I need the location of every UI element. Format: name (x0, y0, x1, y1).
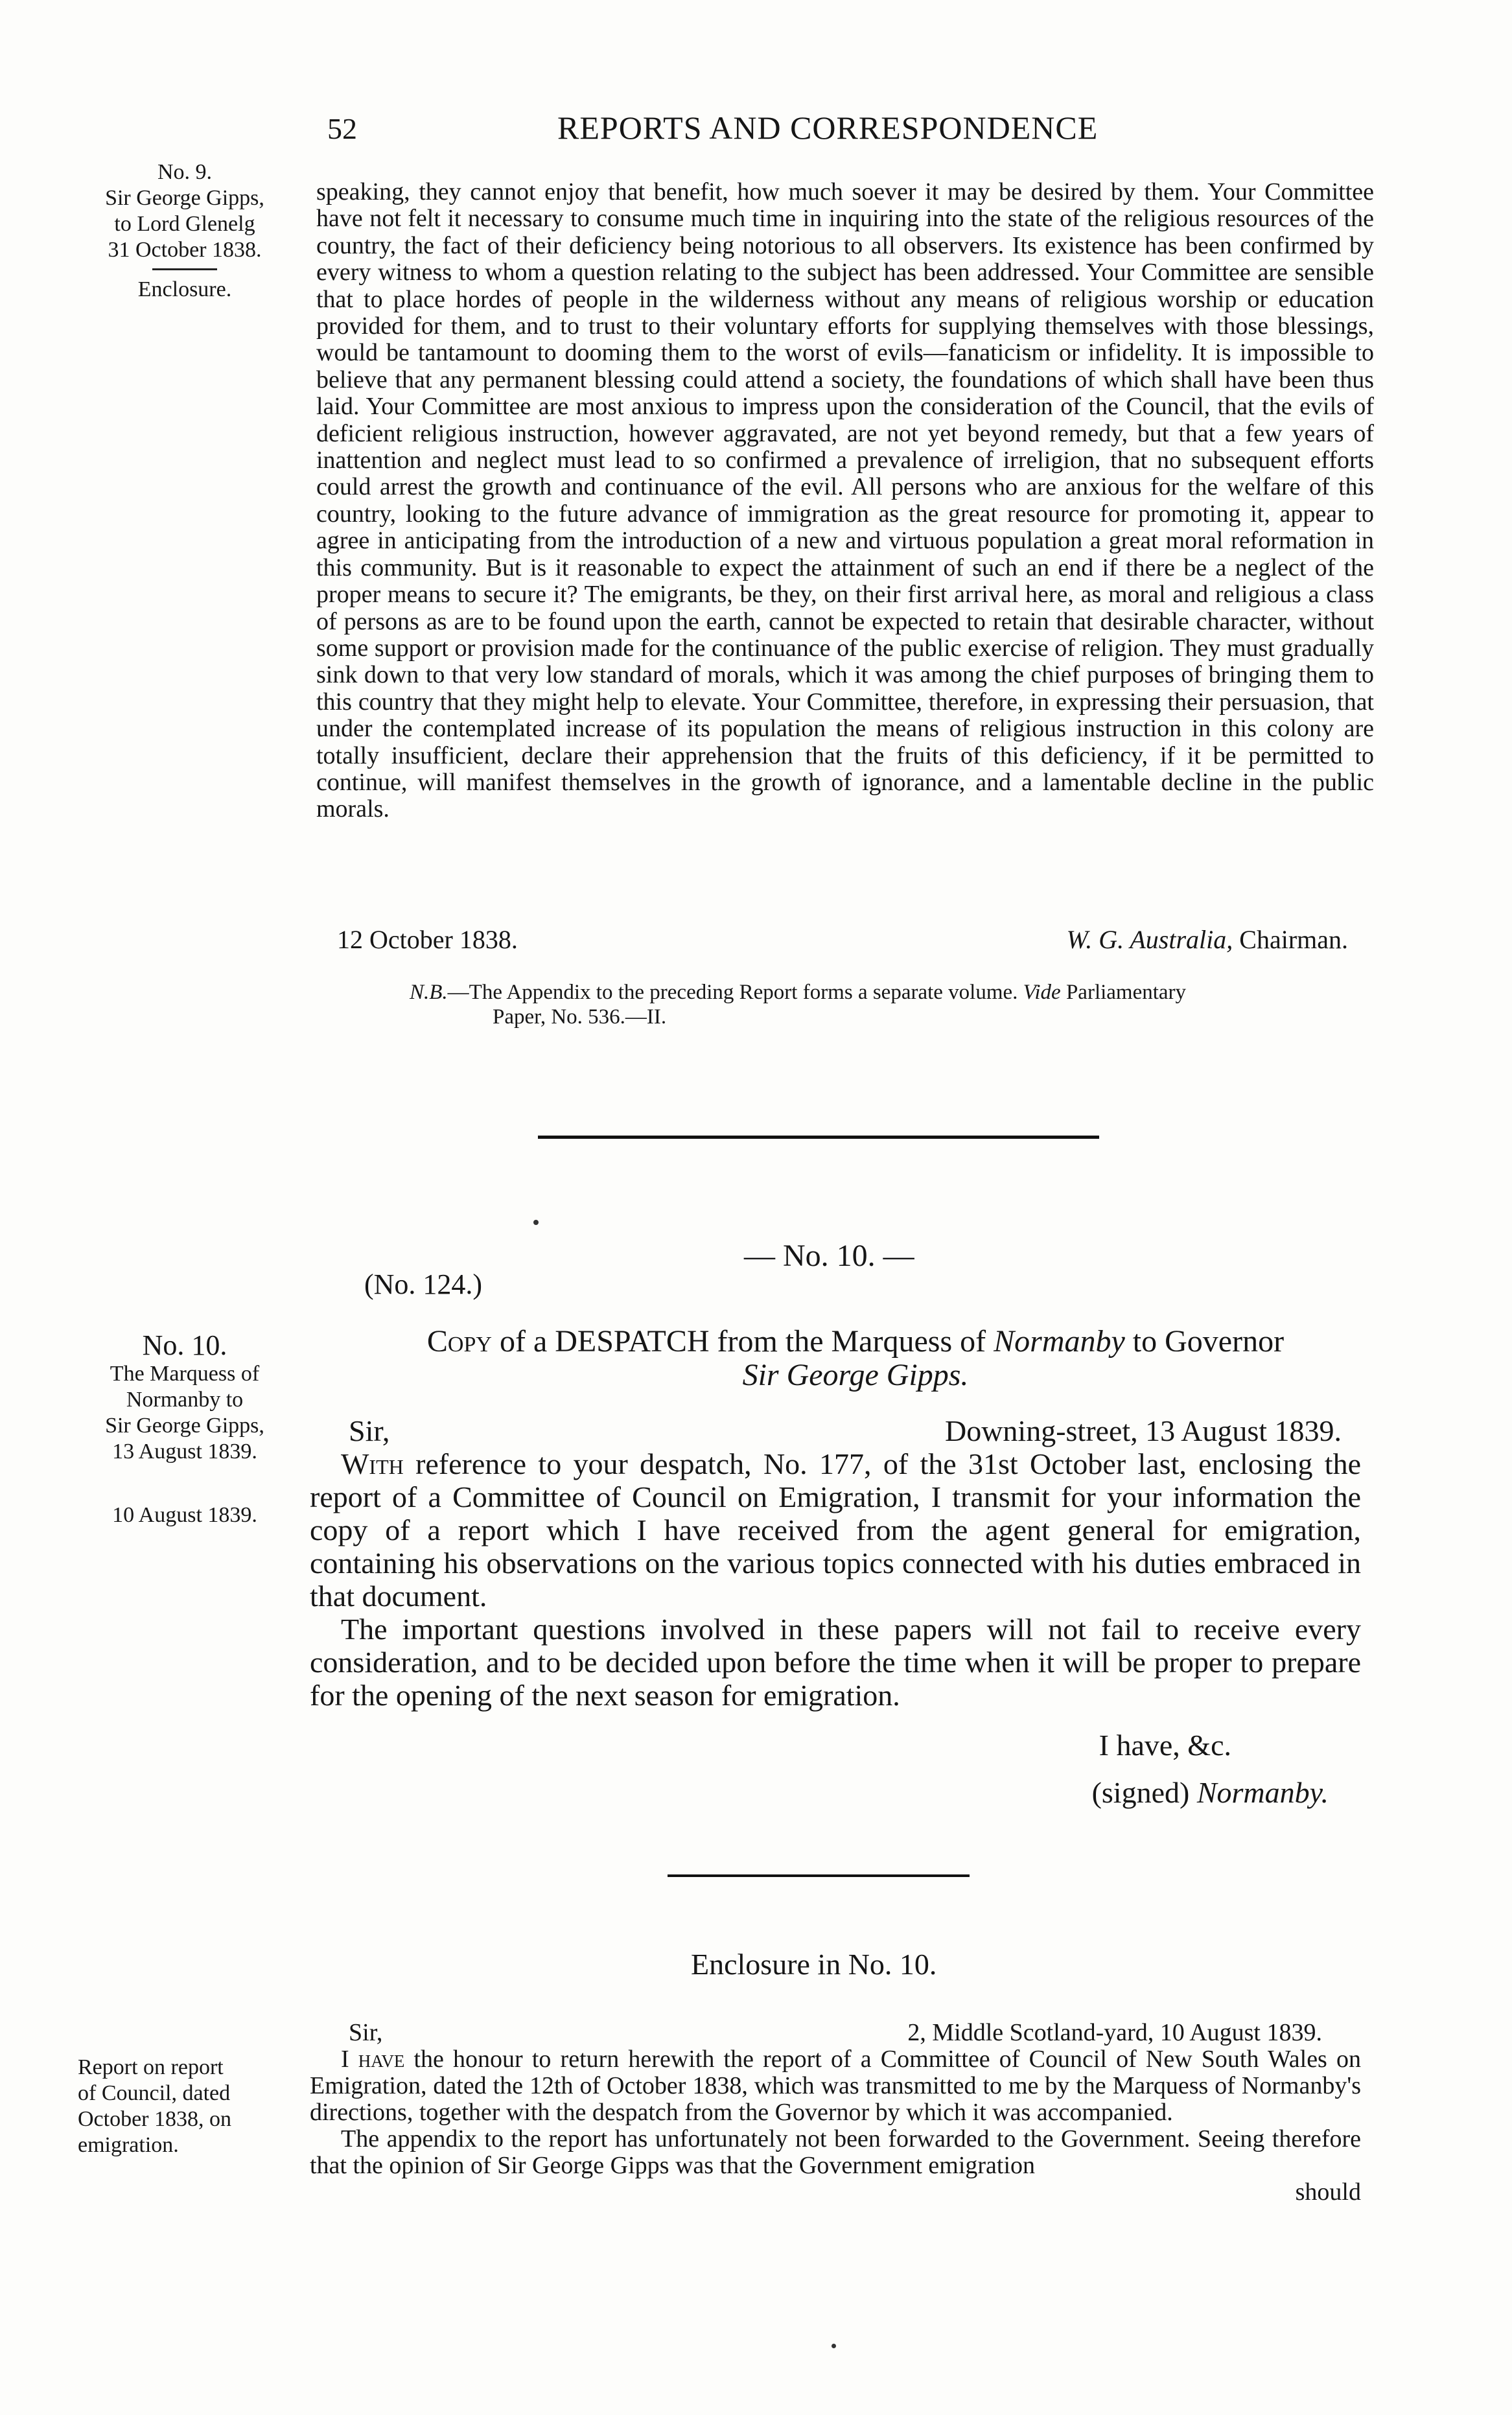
catchword: should (1295, 2178, 1361, 2206)
title-gipps: Sir George Gipps. (742, 1358, 969, 1392)
signer-title: Chairman. (1239, 925, 1348, 954)
enclosure-paragraph: The appendix to the report has unfortunately not been forwarded to the Government. Seeing therefore that the opinion of Sir George Gipps was that the Government emigration (310, 2125, 1361, 2179)
margin-note-enclosure (78, 2055, 279, 2158)
enclosure-heading: Enclosure in No. 10. (691, 1948, 937, 1981)
margin-divider (152, 268, 217, 270)
running-title: REPORTS AND CORRESPONDENCE (557, 110, 1099, 146)
speck (832, 2344, 836, 2348)
enclosure-paragraph (310, 2046, 1361, 2126)
despatch-signature (310, 1776, 1361, 1809)
despatch-body (310, 1414, 1361, 1809)
margin-note-number: No. 10. (142, 1329, 227, 1361)
enclosure-body (310, 2020, 1361, 2206)
section-number: — No. 10. — (744, 1239, 914, 1273)
section-divider (538, 1136, 1099, 1139)
page-number: 52 (327, 112, 357, 145)
signer-name: W. G. Australia, (1066, 925, 1233, 954)
report-text (316, 179, 1374, 823)
margin-note-date: 10 August 1839. (112, 1503, 257, 1527)
margin-note-line: Sir George Gipps, (105, 186, 264, 210)
nb-note (410, 980, 1382, 1029)
despatch-with: With (341, 1447, 404, 1480)
title-normanby: Normanby (994, 1324, 1125, 1359)
enclosure-address-line (310, 2020, 1361, 2046)
despatch-paragraph (310, 1447, 1361, 1613)
nb-ref-2: Paper, No. 536.—II. (493, 1005, 667, 1029)
margin-note-line: The Marquess of (110, 1362, 260, 1386)
nb-text: —The Appendix to the preceding Report forms a separate volume. (447, 981, 1018, 1004)
despatch-paragraph: The important questions involved in these papers will not fail to receive every consideration, and to be decided upon before the time when it will be proper to prepare for the opening of the next season for emigration. (310, 1613, 1361, 1712)
signed-name: Normanby. (1196, 1776, 1329, 1809)
report-paragraph: speaking, they cannot enjoy that benefit, how much soever it may be desired by them. Your Committee have not felt it necessary to consume much time in inquiring into the state of the religious resources of the country, the fact of their deficiency being notorious to all observers. Its existence has been confirmed by every witness to whom a question relating to the subject has been addressed. Your Committee are sensible that to place hordes of people in the wilderness without any means of religious worship or education provided for them, and to trust to their voluntary efforts for supplying themselves with those blessings, would be tantamount to dooming them to the worst of evils—fanaticism or infidelity. It is impossible to believe that any permanent blessing could attend a society, the foundations of which shall have been thus laid. Your Committee are most anxious to impress upon the consideration of the Council, that the evils of deficient religious instruction, however aggravated, are not yet beyond remedy, but that a few years of inattention and neglect must lead to so confirmed a prevalence of irreligion, that no subsequent efforts could arrest the growth and continuance of the evil. All persons who are anxious for the welfare of this country, looking to the future advance of immigration as the great resource for promoting it, appear to agree in anticipating from the introduction of a new and virtuous population a great moral reformation in this community. But is it reasonable to expect the attainment of such an end if there be a neglect of the proper means to secure it? The emigrants, be they, on their first arrival here, as moral and religious a class of persons as are to be found upon the earth, cannot be expected to retain that desirable character, without some support or provision made for the continuance of the public exercise of religion. They must gradually sink down to that very low standard of morals, which it was among the chief purposes of bringing them to this country that they might help to elevate. Your Committee, therefore, in expressing their persuasion, that under the contemplated increase of its population the means of religious instruction in this colony are totally insufficient, declare their apprehension that the fruits of this deficiency, if it be permitted to continue, will manifest themselves in the growth of ignorance, and a lamentable decline in the public morals. (316, 178, 1374, 823)
report-signature (1067, 924, 1348, 955)
nb-ref: Parliamentary (1065, 981, 1187, 1004)
margin-note-line: to Lord Glenelg (114, 212, 255, 236)
despatch-number-ref: (No. 124.) (364, 1268, 483, 1300)
nb-vide: Vide (1023, 981, 1061, 1004)
despatch-closing: I have, &c. (1099, 1729, 1231, 1762)
despatch-title (369, 1325, 1342, 1392)
title-to: to Governor (1132, 1324, 1285, 1359)
despatch-address: Downing-street, 13 August 1839. (944, 1414, 1342, 1447)
margin-note-line: Report on report (78, 2055, 224, 2079)
margin-note-line: October 1838, on (78, 2107, 232, 2131)
margin-note-enclosure: Enclosure. (137, 277, 232, 301)
despatch-para1: reference to your despatch, No. 177, of the 31st October last, enclosing the report of a Committee of Council on Emigration, I transmit for your information the copy of a report which I have received from the agent general for emigration, containing his observations on the various topics connected with his duties embraced in that document. (310, 1447, 1361, 1613)
margin-note-line: No. 9. (157, 160, 213, 184)
enclosure-para1: the honour to return herewith the report of a Committee of Council of New South Wales on Emigration, dated the 12th of October 1838, which was transmitted to me by the Marquess of Normanby's directions, together with the despatch from the Governor by which it was accompanied. (310, 2046, 1361, 2126)
speck (533, 1220, 539, 1225)
signed-label: (signed) (1091, 1776, 1190, 1809)
margin-note-no-9 (91, 159, 279, 303)
enclosure-salutation: Sir, (349, 2019, 383, 2046)
nb-label: N.B. (410, 981, 448, 1004)
margin-note-line: Normanby to (126, 1388, 244, 1412)
despatch-address-line (310, 1414, 1361, 1447)
margin-note-line: emigration. (78, 2133, 179, 2157)
enclosure-address: 2, Middle Scotland-yard, 10 August 1839. (907, 2019, 1322, 2046)
report-signature-line (337, 924, 1348, 955)
title-text: of a DESPATCH from the Marquess of (499, 1324, 986, 1359)
despatch-salutation: Sir, (349, 1414, 390, 1447)
section-divider (668, 1874, 970, 1877)
margin-note-line: 31 October 1838. (108, 238, 262, 262)
margin-note-line: of Council, dated (78, 2081, 231, 2105)
enclosure-i-have: I have (341, 2046, 405, 2073)
margin-note-line: Sir George Gipps, (105, 1414, 264, 1438)
report-date: 12 October 1838. (337, 925, 518, 954)
margin-note-line: 13 August 1839. (112, 1440, 257, 1464)
title-copy: Copy (426, 1324, 492, 1359)
margin-note-no-10 (91, 1330, 279, 1465)
